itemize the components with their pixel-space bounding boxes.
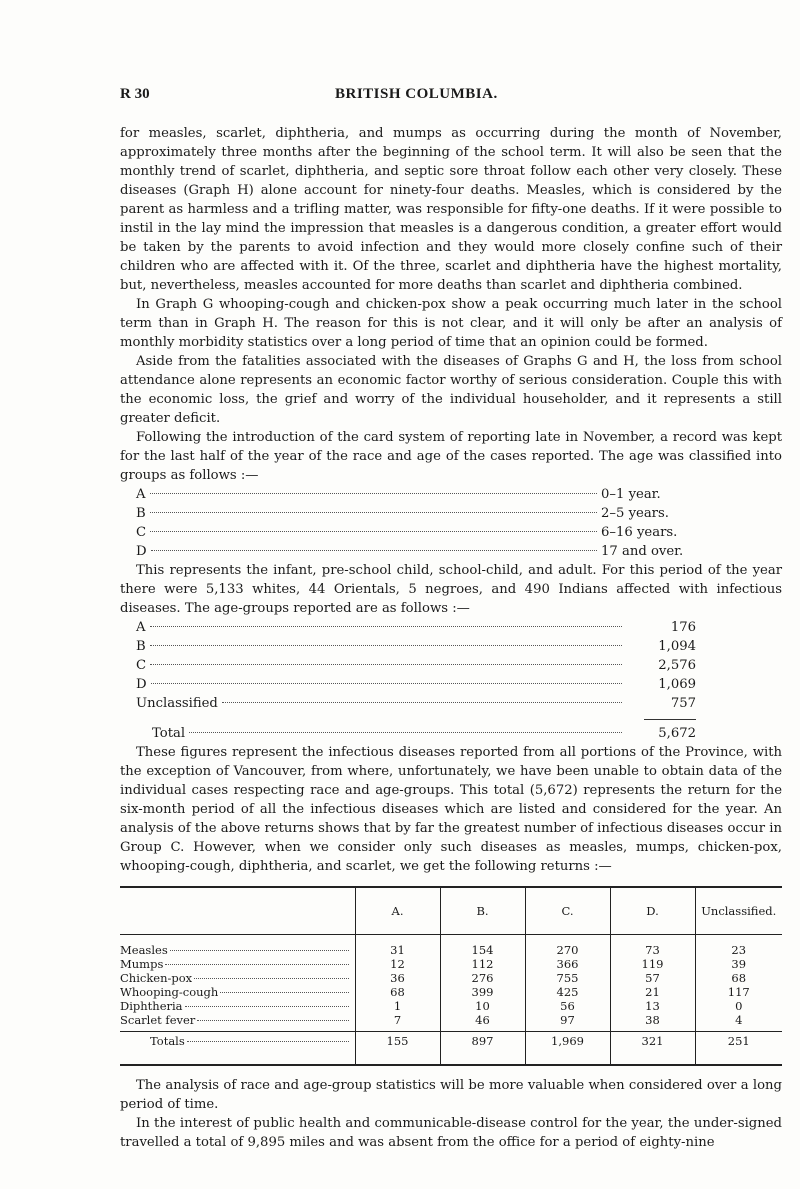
total-cell: 1,969 xyxy=(525,1032,610,1066)
running-title: BRITISH COLUMBIA. xyxy=(335,86,498,102)
leader-dots xyxy=(150,626,622,627)
paragraph: In the interest of public health and communicable-disease control for the year, the under-signed travelled a total of 9,895 miles and was absent from the office for a period of eighty-nine xyxy=(120,1116,782,1150)
column-header: Unclassified. xyxy=(695,887,782,935)
table-cell: 366 xyxy=(525,957,610,971)
table-cell: 119 xyxy=(610,957,695,971)
table-cell: 10 xyxy=(440,999,525,1013)
group-label: B xyxy=(136,506,146,521)
disease-name: Chicken-pox xyxy=(120,971,193,985)
page-header xyxy=(120,86,782,108)
table-cell: 399 xyxy=(440,985,525,999)
table-cell: 31 xyxy=(355,943,440,957)
table-cell: 97 xyxy=(525,1013,610,1032)
paragraph: In Graph G whooping-cough and chicken-pox show a peak occurring much later in the school term than in Graph H. The reason for this is not clear, and it will only be after an analysis of monthly morbidity statistics over a long period of time that an opinion could be formed. xyxy=(120,297,782,350)
group-label: D xyxy=(136,677,147,692)
list-item xyxy=(136,618,696,637)
leader-dots xyxy=(222,702,622,703)
group-count: 1,069 xyxy=(658,677,696,692)
group-label: Unclassified xyxy=(136,696,218,711)
table-cell: 57 xyxy=(610,971,695,985)
table-cell: 112 xyxy=(440,957,525,971)
table-cell: 276 xyxy=(440,971,525,985)
group-label: C xyxy=(136,658,147,673)
list-item xyxy=(136,485,696,504)
table-cell: 39 xyxy=(695,957,782,971)
group-count: 2,576 xyxy=(658,658,696,673)
table-header-row xyxy=(120,887,782,935)
table-cell: 68 xyxy=(355,985,440,999)
group-label: A xyxy=(136,487,146,502)
leader-dots xyxy=(151,550,597,551)
paragraph: Following the introduction of the card system of reporting late in November, a record was kept for the last half of the year of the race and age of the cases reported. The age was classified into groups as follows :— xyxy=(120,430,782,483)
table-cell: 270 xyxy=(525,943,610,957)
total-value: 5,672 xyxy=(658,726,696,741)
paragraph: This represents the infant, pre-school child, school-child, and adult. For this period of the year there were 5,133 whites, 44 Orientals, 5 negroes, and 490 Indians affected with infectious diseases. The age-groups reported are as follows :— xyxy=(120,563,782,616)
list-item xyxy=(136,637,696,656)
group-count: 1,094 xyxy=(658,639,696,654)
column-header: D. xyxy=(610,887,695,935)
paragraph: for measles, scarlet, diphtheria, and mumps as occurring during the month of November, approximately three months after the beginning of the school term. It will also be seen that the monthly trend of scarlet, diphtheria, and septic sore throat follow each other very closely. These diseases (Graph H) alone account for ninety-four deaths. Measles, which is considered by the parent as harmless and a trifling matter, was responsible for fifty-one deaths. If it were possible to instil in the lay mind the impression that measles is a dangerous condition, a greater effort would be taken by the parents to avoid infection and they would more closely confine such of their children who are affected with it. Of the three, scarlet and diphtheria have the highest mortality, but, nevertheless, measles accounted for more deaths than scarlet and diphtheria combined. xyxy=(120,126,782,293)
column-header: A. xyxy=(355,887,440,935)
table-cell: 68 xyxy=(695,971,782,985)
leader-dots xyxy=(150,664,622,665)
table-row xyxy=(120,999,782,1013)
group-range: 2–5 years. xyxy=(601,506,669,521)
table-row xyxy=(120,957,782,971)
total-cell: 321 xyxy=(610,1032,695,1066)
table-row xyxy=(120,1013,782,1032)
table-cell: 0 xyxy=(695,999,782,1013)
group-range: 6–16 years. xyxy=(601,525,678,540)
disease-name: Mumps xyxy=(120,957,164,971)
table-cell: 46 xyxy=(440,1013,525,1032)
page-body xyxy=(120,124,782,1152)
disease-name: Scarlet fever xyxy=(120,1013,196,1027)
leader-dots xyxy=(150,645,622,646)
list-item xyxy=(136,694,696,713)
total-row xyxy=(136,724,696,743)
total-cell: 155 xyxy=(355,1032,440,1066)
group-label: B xyxy=(136,639,146,654)
age-group-list xyxy=(136,485,696,561)
disease-age-table xyxy=(120,886,782,1066)
paragraph: These figures represent the infectious diseases reported from all portions of the Province, with the exception of Vancouver, from where, unfortunately, we have been unable to obtain data of the individual cases respecting race and age-groups. This total (5,672) represents the return for the six-month period of all the infectious diseases which are listed and considered for the year. An analysis of the above returns shows that by far the greatest number of infectious diseases occur in Group C. However, when we consider only such diseases as measles, mumps, chicken-pox, whooping-cough, diphtheria, and scarlet, we get the following returns :— xyxy=(120,745,782,874)
list-item xyxy=(136,656,696,675)
disease-name: Measles xyxy=(120,943,168,957)
leader-dots xyxy=(150,531,597,532)
table-cell: 1 xyxy=(355,999,440,1013)
group-label: D xyxy=(136,544,147,559)
table-cell: 117 xyxy=(695,985,782,999)
total-label: Total xyxy=(152,726,186,741)
column-header: C. xyxy=(525,887,610,935)
list-item xyxy=(136,523,696,542)
leader-dots xyxy=(150,493,597,494)
table-cell: 7 xyxy=(355,1013,440,1032)
table-cell: 38 xyxy=(610,1013,695,1032)
table-cell: 73 xyxy=(610,943,695,957)
table-row xyxy=(120,985,782,999)
table-row xyxy=(120,971,782,985)
totals-label: Totals xyxy=(150,1034,185,1048)
disease-name: Diphtheria xyxy=(120,999,183,1013)
leader-dots xyxy=(150,512,597,513)
group-count: 176 xyxy=(670,620,696,635)
table-cell: 12 xyxy=(355,957,440,971)
group-range: 0–1 year. xyxy=(601,487,661,502)
table-cell: 23 xyxy=(695,943,782,957)
table-corner xyxy=(120,887,355,935)
table-row xyxy=(120,943,782,957)
paragraph: The analysis of race and age-group statistics will be more valuable when considered over a long period of time. xyxy=(120,1078,782,1112)
column-header: B. xyxy=(440,887,525,935)
paragraph: Aside from the fatalities associated with the diseases of Graphs G and H, the loss from school attendance alone represents an economic factor worthy of serious consideration. Couple this with the economic loss, the grief and worry of the individual householder, and it represents a still greater deficit. xyxy=(120,354,782,426)
total-cell: 251 xyxy=(695,1032,782,1066)
list-item xyxy=(136,542,696,561)
table-cell: 56 xyxy=(525,999,610,1013)
table-cell: 13 xyxy=(610,999,695,1013)
total-rule xyxy=(644,719,696,720)
age-group-counts xyxy=(136,618,696,743)
totals-row xyxy=(120,1032,782,1066)
page-number: R 30 xyxy=(120,86,150,102)
table-cell: 36 xyxy=(355,971,440,985)
table-cell: 154 xyxy=(440,943,525,957)
total-cell: 897 xyxy=(440,1032,525,1066)
table-cell: 21 xyxy=(610,985,695,999)
group-label: A xyxy=(136,620,146,635)
table-cell: 4 xyxy=(695,1013,782,1032)
list-item xyxy=(136,504,696,523)
group-range: 17 and over. xyxy=(601,544,684,559)
group-count: 757 xyxy=(670,696,696,711)
list-item xyxy=(136,675,696,694)
table-cell: 755 xyxy=(525,971,610,985)
table-cell: 425 xyxy=(525,985,610,999)
leader-dots xyxy=(151,683,622,684)
leader-dots xyxy=(189,732,622,733)
group-label: C xyxy=(136,525,147,540)
disease-name: Whooping-cough xyxy=(120,985,219,999)
